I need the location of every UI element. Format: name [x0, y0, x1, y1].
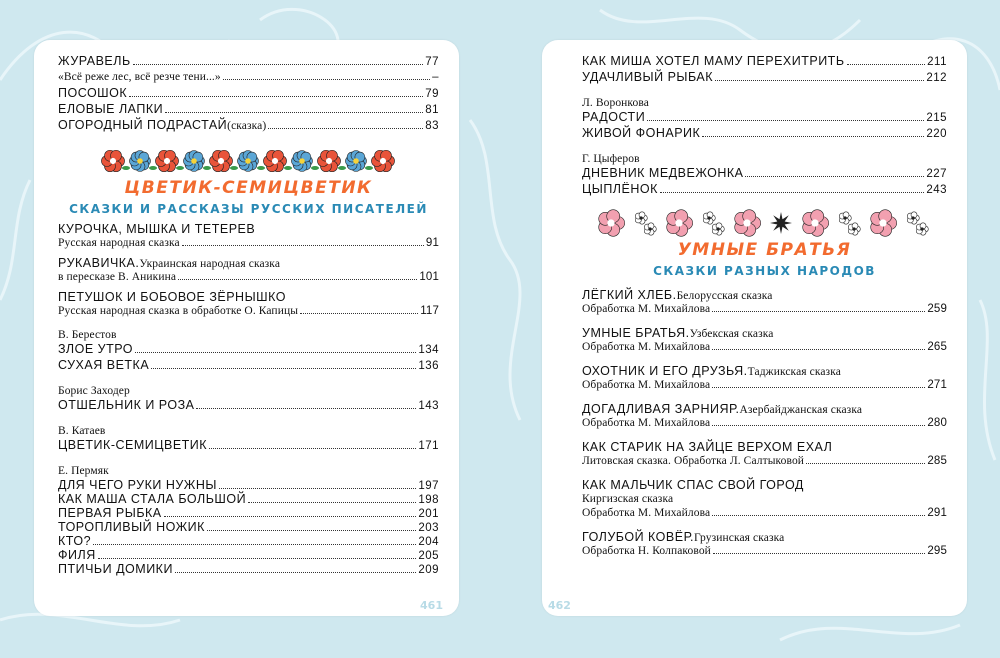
- entry-title: ЕЛОВЫЕ ЛАПКИ: [58, 102, 164, 116]
- page-ref: 209: [418, 564, 439, 576]
- entry-title: ЖУРАВЕЛЬ: [58, 54, 131, 68]
- entry-note: Узбекская сказка: [689, 328, 774, 340]
- flower-icon: [848, 223, 860, 235]
- entry-note: Обработка М. Михайлова: [582, 303, 711, 315]
- flower-icon: [183, 151, 204, 172]
- toc-entry[interactable]: [58, 358, 439, 372]
- toc-entry[interactable]: [582, 288, 947, 316]
- flower-icon: [907, 212, 919, 224]
- toc-entry[interactable]: [58, 118, 439, 132]
- leaf-icon: [122, 166, 130, 170]
- toc-entry[interactable]: [58, 398, 439, 412]
- page-ref: 211: [927, 56, 947, 68]
- entry-title: КУРОЧКА, МЫШКА И ТЕТЕРЕВ: [58, 222, 256, 236]
- toc-entry[interactable]: [58, 342, 439, 356]
- toc-entry[interactable]: [58, 222, 439, 250]
- entry-note: Русская народная сказка в обработке О. Капицы: [58, 305, 299, 317]
- entry-title: УДАЧЛИВЫЙ РЫБАК: [582, 70, 714, 84]
- entry-title: ЛЁГКИЙ ХЛЕБ.: [582, 288, 677, 302]
- entry-note: в пересказе В. Аникина: [58, 271, 177, 283]
- section-header-umnye: [582, 208, 947, 278]
- toc-entry[interactable]: [58, 492, 439, 506]
- leaf-icon: [365, 166, 373, 170]
- toc-entry[interactable]: [58, 290, 439, 318]
- page-ref: 220: [926, 128, 947, 140]
- right-page: [542, 40, 967, 616]
- entry-note: (сказка): [227, 120, 267, 132]
- leaf-icon: [203, 166, 211, 170]
- entry-title: ДНЕВНИК МЕДВЕЖОНКА: [582, 166, 744, 180]
- toc-entry[interactable]: [58, 102, 439, 116]
- flower-icon: [734, 210, 760, 237]
- leaf-icon: [284, 166, 292, 170]
- flower-border-icon: [99, 148, 399, 174]
- entry-note: Обработка М. Михайлова: [582, 379, 711, 391]
- entry-title: ТОРОПЛИВЫЙ НОЖИК: [58, 520, 205, 534]
- flower-icon: [101, 150, 124, 171]
- page-ref: –: [432, 71, 439, 83]
- entry-title: ЦЫПЛЁНОК: [582, 182, 658, 196]
- flower-icon: [644, 223, 656, 235]
- toc-entry[interactable]: [582, 478, 947, 520]
- toc-entry[interactable]: [582, 440, 947, 468]
- page-ref: 171: [418, 440, 439, 452]
- entry-title: ЖИВОЙ ФОНАРИК: [582, 126, 701, 140]
- author-name: Е. Пермяк: [58, 465, 109, 477]
- page-ref: 280: [927, 417, 947, 429]
- entry-title: ДЛЯ ЧЕГО РУКИ НУЖНЫ: [58, 478, 217, 492]
- leaf-icon: [338, 166, 346, 170]
- leaf-icon: [311, 166, 319, 170]
- flower-icon: [291, 151, 312, 172]
- toc-entry[interactable]: [58, 520, 439, 534]
- flower-icon: [237, 151, 258, 172]
- author-name: В. Берестов: [58, 329, 117, 341]
- entry-note: Обработка М. Михайлова: [582, 341, 711, 353]
- entry-note: Киргизская сказка: [582, 493, 674, 505]
- flower-icon: [155, 150, 178, 171]
- page-ref: 291: [927, 507, 947, 519]
- section-header-tsvetik: [58, 148, 439, 216]
- author-name: Борис Заходер: [58, 385, 130, 397]
- author-name: В. Катаев: [58, 425, 106, 437]
- entry-title: «Всё реже лес, всё резче тени...»: [58, 71, 221, 83]
- section-subtitle: СКАЗКИ И РАССКАЗЫ РУССКИХ ПИСАТЕЛЕЙ: [69, 202, 428, 216]
- flower-icon: [839, 212, 851, 224]
- flower-icon: [598, 210, 624, 237]
- page-ref: 204: [418, 536, 439, 548]
- toc-entry[interactable]: [582, 110, 947, 124]
- entry-title: ОТШЕЛЬНИК И РОЗА: [58, 398, 195, 412]
- flower-icon: [209, 150, 232, 171]
- toc-entry[interactable]: [58, 86, 439, 100]
- page-ref: 91: [425, 237, 439, 249]
- entry-title: ПОСОШОК: [58, 86, 128, 100]
- page-ref: 136: [418, 360, 439, 372]
- entry-title: ЗЛОЕ УТРО: [58, 342, 134, 356]
- leaf-icon: [230, 166, 238, 170]
- page-ref: 77: [425, 56, 439, 68]
- page-ref: 243: [926, 184, 947, 196]
- page-ref: 81: [425, 104, 439, 116]
- flower-border-icon: [595, 208, 935, 238]
- entry-note: Азербайджанская сказка: [739, 404, 863, 416]
- flower-icon: [371, 150, 394, 171]
- page-ref: 227: [926, 168, 947, 180]
- flower-icon: [129, 151, 150, 172]
- entry-title: ПТИЧЬИ ДОМИКИ: [58, 562, 173, 576]
- section-title: ЦВЕТИК-СЕМИЦВЕТИК: [124, 178, 373, 198]
- author-name: Л. Воронкова: [582, 97, 649, 109]
- flower-icon: [635, 212, 647, 224]
- entry-note: Таджикская сказка: [747, 366, 841, 378]
- entry-title: ОХОТНИК И ЕГО ДРУЗЬЯ.: [582, 364, 748, 378]
- toc-entry[interactable]: [58, 478, 439, 492]
- toc-entry[interactable]: [582, 326, 947, 354]
- entry-title: СУХАЯ ВЕТКА: [58, 358, 150, 372]
- entry-note: Белорусская сказка: [676, 290, 773, 302]
- page-number: 461: [420, 599, 443, 612]
- flower-icon: [666, 210, 692, 237]
- toc-entry[interactable]: [58, 562, 439, 576]
- entry-title: ПЕТУШОК И БОБОВОЕ ЗЁРНЫШКО: [58, 290, 286, 304]
- entry-note: Литовская сказка. Обработка Л. Салтыковой: [582, 455, 805, 467]
- entry-note: Русская народная сказка: [58, 237, 180, 249]
- entry-title: КТО?: [58, 534, 92, 548]
- page-ref: 285: [927, 455, 947, 467]
- leaf-icon: [257, 166, 265, 170]
- page-ref: 117: [420, 305, 439, 317]
- flower-icon: [870, 210, 896, 237]
- section-title: УМНЫЕ БРАТЬЯ: [677, 240, 852, 260]
- entry-title: КАК МАША СТАЛА БОЛЬШОЙ: [58, 492, 247, 506]
- entry-note: Грузинская сказка: [694, 532, 785, 544]
- page-ref: 201: [418, 508, 439, 520]
- page-number: 462: [548, 599, 571, 612]
- leaf-icon: [176, 166, 184, 170]
- entry-title: РУКАВИЧКА.: [58, 256, 140, 270]
- flower-icon: [712, 223, 724, 235]
- flower-icon: [263, 150, 286, 171]
- page-ref: 198: [418, 494, 439, 506]
- toc-entry[interactable]: [582, 402, 947, 430]
- entry-title: ПЕРВАЯ РЫБКА: [58, 506, 162, 520]
- entry-title: КАК МАЛЬЧИК СПАС СВОЙ ГОРОД: [582, 478, 804, 492]
- page-ref: 265: [927, 341, 947, 353]
- left-page: [34, 40, 459, 616]
- page-ref: 83: [425, 120, 439, 132]
- toc-entry[interactable]: [582, 530, 947, 558]
- toc-entry[interactable]: [58, 438, 439, 452]
- entry-title: ФИЛЯ: [58, 548, 96, 562]
- toc-entry[interactable]: [58, 548, 439, 562]
- entry-note: Обработка М. Михайлова: [582, 417, 711, 429]
- entry-title: ОГОРОДНЫЙ ПОДРАСТАЙ: [58, 118, 228, 132]
- flower-icon: [916, 223, 928, 235]
- toc-entry[interactable]: [582, 70, 947, 84]
- star-icon: [770, 212, 792, 234]
- entry-title: КАК МИША ХОТЕЛ МАМУ ПЕРЕХИТРИТЬ: [582, 54, 845, 68]
- toc-entry[interactable]: [58, 54, 439, 68]
- entry-title: ЦВЕТИК-СЕМИЦВЕТИК: [58, 438, 208, 452]
- entry-title: КАК СТАРИК НА ЗАЙЦЕ ВЕРХОМ ЕХАЛ: [582, 440, 833, 454]
- page-ref: 101: [419, 271, 439, 283]
- page-ref: 295: [927, 545, 947, 557]
- leaf-icon: [149, 166, 157, 170]
- entry-note: Украинская народная сказка: [139, 258, 281, 270]
- entry-note: Обработка М. Михайлова: [582, 507, 711, 519]
- flower-icon: [317, 150, 340, 171]
- page-ref: 197: [418, 480, 439, 492]
- entry-title: УМНЫЕ БРАТЬЯ.: [582, 326, 690, 340]
- entry-title: ГОЛУБОЙ КОВЁР.: [582, 530, 695, 544]
- toc-entry[interactable]: [58, 256, 439, 284]
- flower-icon: [703, 212, 715, 224]
- flower-icon: [345, 151, 366, 172]
- entry-title: РАДОСТИ: [582, 110, 646, 124]
- page-ref: 79: [425, 88, 439, 100]
- toc-entry[interactable]: [582, 166, 947, 180]
- page-ref: 143: [418, 400, 439, 412]
- page-ref: 134: [418, 344, 439, 356]
- toc-entry[interactable]: [582, 54, 947, 68]
- toc-entry[interactable]: [58, 534, 439, 548]
- toc-entry[interactable]: [582, 364, 947, 392]
- page-ref: 259: [927, 303, 947, 315]
- toc-entry[interactable]: [582, 126, 947, 140]
- toc-entry[interactable]: [582, 182, 947, 196]
- toc-entry[interactable]: [58, 506, 439, 520]
- section-subtitle: СКАЗКИ РАЗНЫХ НАРОДОВ: [653, 264, 876, 278]
- page-ref: 205: [418, 550, 439, 562]
- page-ref: 212: [926, 72, 947, 84]
- page-ref: 203: [418, 522, 439, 534]
- entry-note: Обработка Н. Колпаковой: [582, 545, 711, 557]
- page-ref: 215: [926, 112, 947, 124]
- page-ref: 271: [927, 379, 947, 391]
- entry-title: ДОГАДЛИВАЯ ЗАРНИЯР.: [582, 402, 740, 416]
- toc-entry[interactable]: [58, 70, 439, 84]
- flower-icon: [802, 210, 828, 237]
- author-name: Г. Цыферов: [582, 153, 640, 165]
